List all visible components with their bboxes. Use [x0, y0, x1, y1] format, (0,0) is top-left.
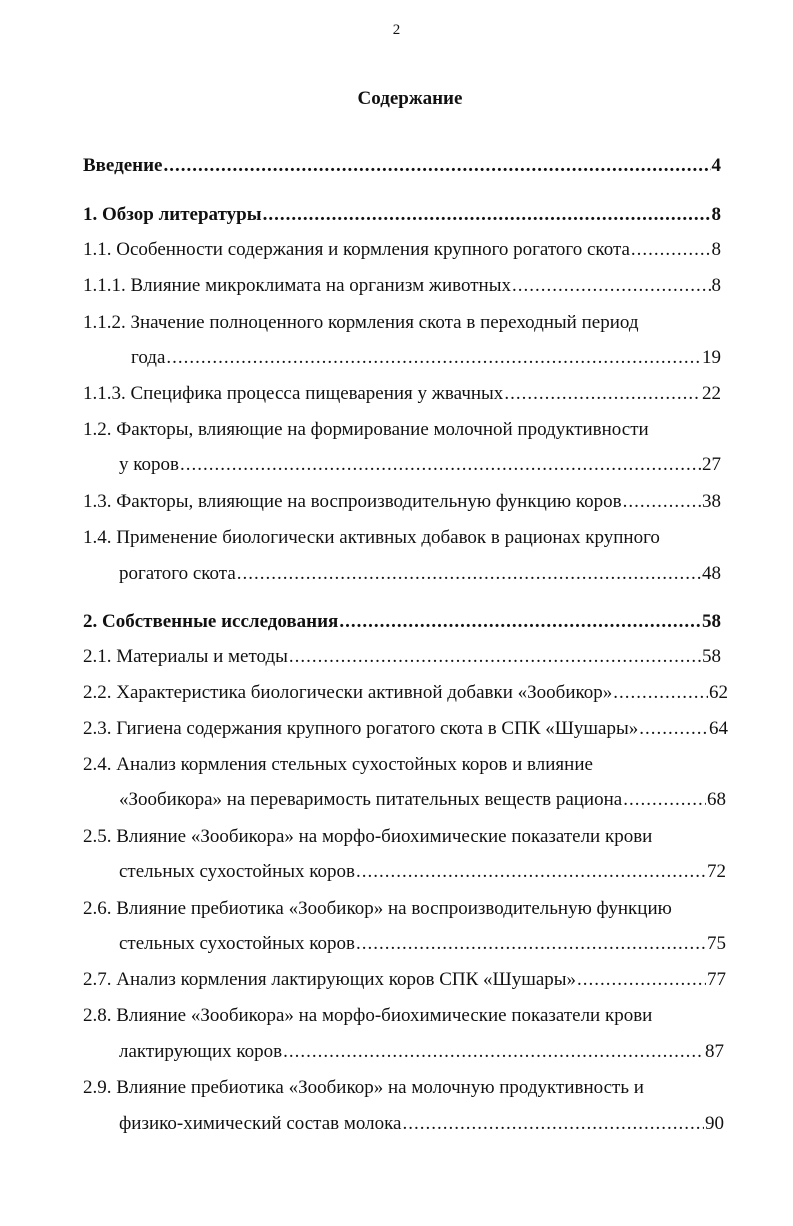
dot-leader: [504, 383, 701, 405]
toc-entry-1-1[interactable]: [83, 239, 721, 265]
toc-entry-page: 19: [702, 347, 721, 368]
toc-entry-2-7[interactable]: [83, 969, 726, 995]
toc-entry-label: года: [131, 347, 166, 368]
dot-leader: [237, 563, 701, 585]
toc-entry-2-4[interactable]: [119, 789, 726, 815]
toc-entry-2-6[interactable]: [119, 933, 726, 959]
page-number: 2: [392, 22, 401, 38]
toc-entry-2-2[interactable]: [83, 682, 728, 708]
toc-entry-label: «Зообикора» на переваримость питательных веществ рациона: [119, 789, 623, 810]
toc-entry-label: 2. Собственные исследования: [83, 611, 339, 632]
dot-leader: [577, 969, 706, 991]
toc-entry-2-1[interactable]: [83, 646, 721, 672]
toc-entry-page: 75: [707, 933, 726, 954]
dot-leader: [356, 861, 706, 883]
toc-entry-1-4[interactable]: [119, 563, 721, 589]
toc-entry-label: 1. Обзор литературы: [83, 204, 262, 225]
toc-entry-label: 1.1.1. Влияние микроклимата на организм животных: [83, 275, 511, 296]
toc-entry-label: 1.3. Факторы, влияющие на воспроизводительную функцию коров: [83, 491, 622, 512]
toc-entry-2-9-line1[interactable]: 2.9. Влияние пребиотика «Зообикор» на молочную продуктивность и: [83, 1077, 644, 1098]
dot-leader: [639, 718, 708, 740]
toc-entry-label: 2.3. Гигиена содержания крупного рогатого скота в СПК «Шушары»: [83, 718, 639, 739]
toc-entry-2-3[interactable]: [83, 718, 728, 744]
toc-entry-label: 2.2. Характеристика биологически активной добавки «Зообикор»: [83, 682, 613, 703]
dot-leader: [339, 611, 701, 633]
toc-entry-2-4-line1[interactable]: 2.4. Анализ кормления стельных сухостойных коров и влияние: [83, 754, 593, 775]
toc-entry-intro[interactable]: [83, 155, 721, 181]
dot-leader: [164, 155, 711, 177]
dot-leader: [289, 646, 701, 668]
toc-entry-2-9[interactable]: [119, 1113, 724, 1139]
toc-entry-page: 8: [711, 239, 721, 260]
toc-entry-label: 2.7. Анализ кормления лактирующих коров СПК «Шушары»: [83, 969, 577, 990]
dot-leader: [356, 933, 706, 955]
dot-leader: [613, 682, 708, 704]
toc-entry-page: 8: [711, 204, 721, 225]
toc-entry-page: 64: [709, 718, 728, 739]
toc-entry-page: 58: [702, 646, 721, 667]
toc-entry-page: 27: [702, 454, 721, 475]
toc-entry-1[interactable]: [83, 204, 721, 230]
toc-entry-label: физико-химический состав молока: [119, 1113, 402, 1134]
toc-entry-page: 72: [707, 861, 726, 882]
toc-entry-page: 58: [702, 611, 721, 632]
dot-leader: [512, 275, 711, 297]
dot-leader: [631, 239, 711, 261]
toc-entry-label: рогатого скота: [119, 563, 236, 584]
toc-entry-page: 4: [711, 155, 721, 176]
toc-entry-1-2-line1[interactable]: 1.2. Факторы, влияющие на формирование молочной продуктивности: [83, 419, 649, 440]
toc-entry-1-1-1[interactable]: [83, 275, 721, 301]
toc-entry-2-5[interactable]: [119, 861, 726, 887]
toc-entry-page: 48: [702, 563, 721, 584]
toc-entry-1-2[interactable]: [119, 454, 721, 480]
dot-leader: [623, 789, 706, 811]
toc-entry-page: 8: [711, 275, 721, 296]
toc-entry-page: 90: [705, 1113, 724, 1134]
dot-leader: [402, 1113, 704, 1135]
toc-entry-page: 87: [705, 1041, 724, 1062]
toc-entry-page: 62: [709, 682, 728, 703]
dot-leader: [623, 491, 701, 513]
toc-entry-2-8[interactable]: [119, 1041, 724, 1067]
toc-entry-label: лактирующих коров: [119, 1041, 283, 1062]
toc-entry-2[interactable]: [83, 611, 721, 637]
dot-leader: [166, 347, 701, 369]
toc-entry-page: 68: [707, 789, 726, 810]
toc-entry-label: стельных сухостойных коров: [119, 933, 356, 954]
page-title: Содержание: [357, 88, 463, 109]
toc-entry-2-6-line1[interactable]: 2.6. Влияние пребиотика «Зообикор» на воспроизводительную функцию: [83, 898, 672, 919]
toc-entry-label: 2.1. Материалы и методы: [83, 646, 288, 667]
toc-entry-1-1-2-line1[interactable]: 1.1.2. Значение полноценного кормления скота в переходный период: [83, 312, 639, 333]
toc-entry-label: у коров: [119, 454, 179, 475]
toc-entry-label: Введение: [83, 155, 163, 176]
toc-entry-1-1-3[interactable]: [83, 383, 721, 409]
toc-entry-2-8-line1[interactable]: 2.8. Влияние «Зообикора» на морфо-биохимические показатели крови: [83, 1005, 653, 1026]
toc-entry-2-5-line1[interactable]: 2.5. Влияние «Зообикора» на морфо-биохимические показатели крови: [83, 826, 653, 847]
toc-entry-page: 77: [707, 969, 726, 990]
toc-entry-1-3[interactable]: [83, 491, 721, 517]
toc-entry-page: 22: [702, 383, 721, 404]
toc-entry-1-4-line1[interactable]: 1.4. Применение биологически активных добавок в рационах крупного: [83, 527, 660, 548]
toc-entry-label: 1.1.3. Специфика процесса пищеварения у жвачных: [83, 383, 504, 404]
dot-leader: [180, 454, 701, 476]
toc-entry-page: 38: [702, 491, 721, 512]
toc-entry-label: 1.1. Особенности содержания и кормления крупного рогатого скота: [83, 239, 630, 260]
dot-leader: [283, 1041, 704, 1063]
dot-leader: [263, 204, 711, 226]
toc-entry-label: стельных сухостойных коров: [119, 861, 356, 882]
toc-entry-1-1-2[interactable]: [131, 347, 721, 373]
